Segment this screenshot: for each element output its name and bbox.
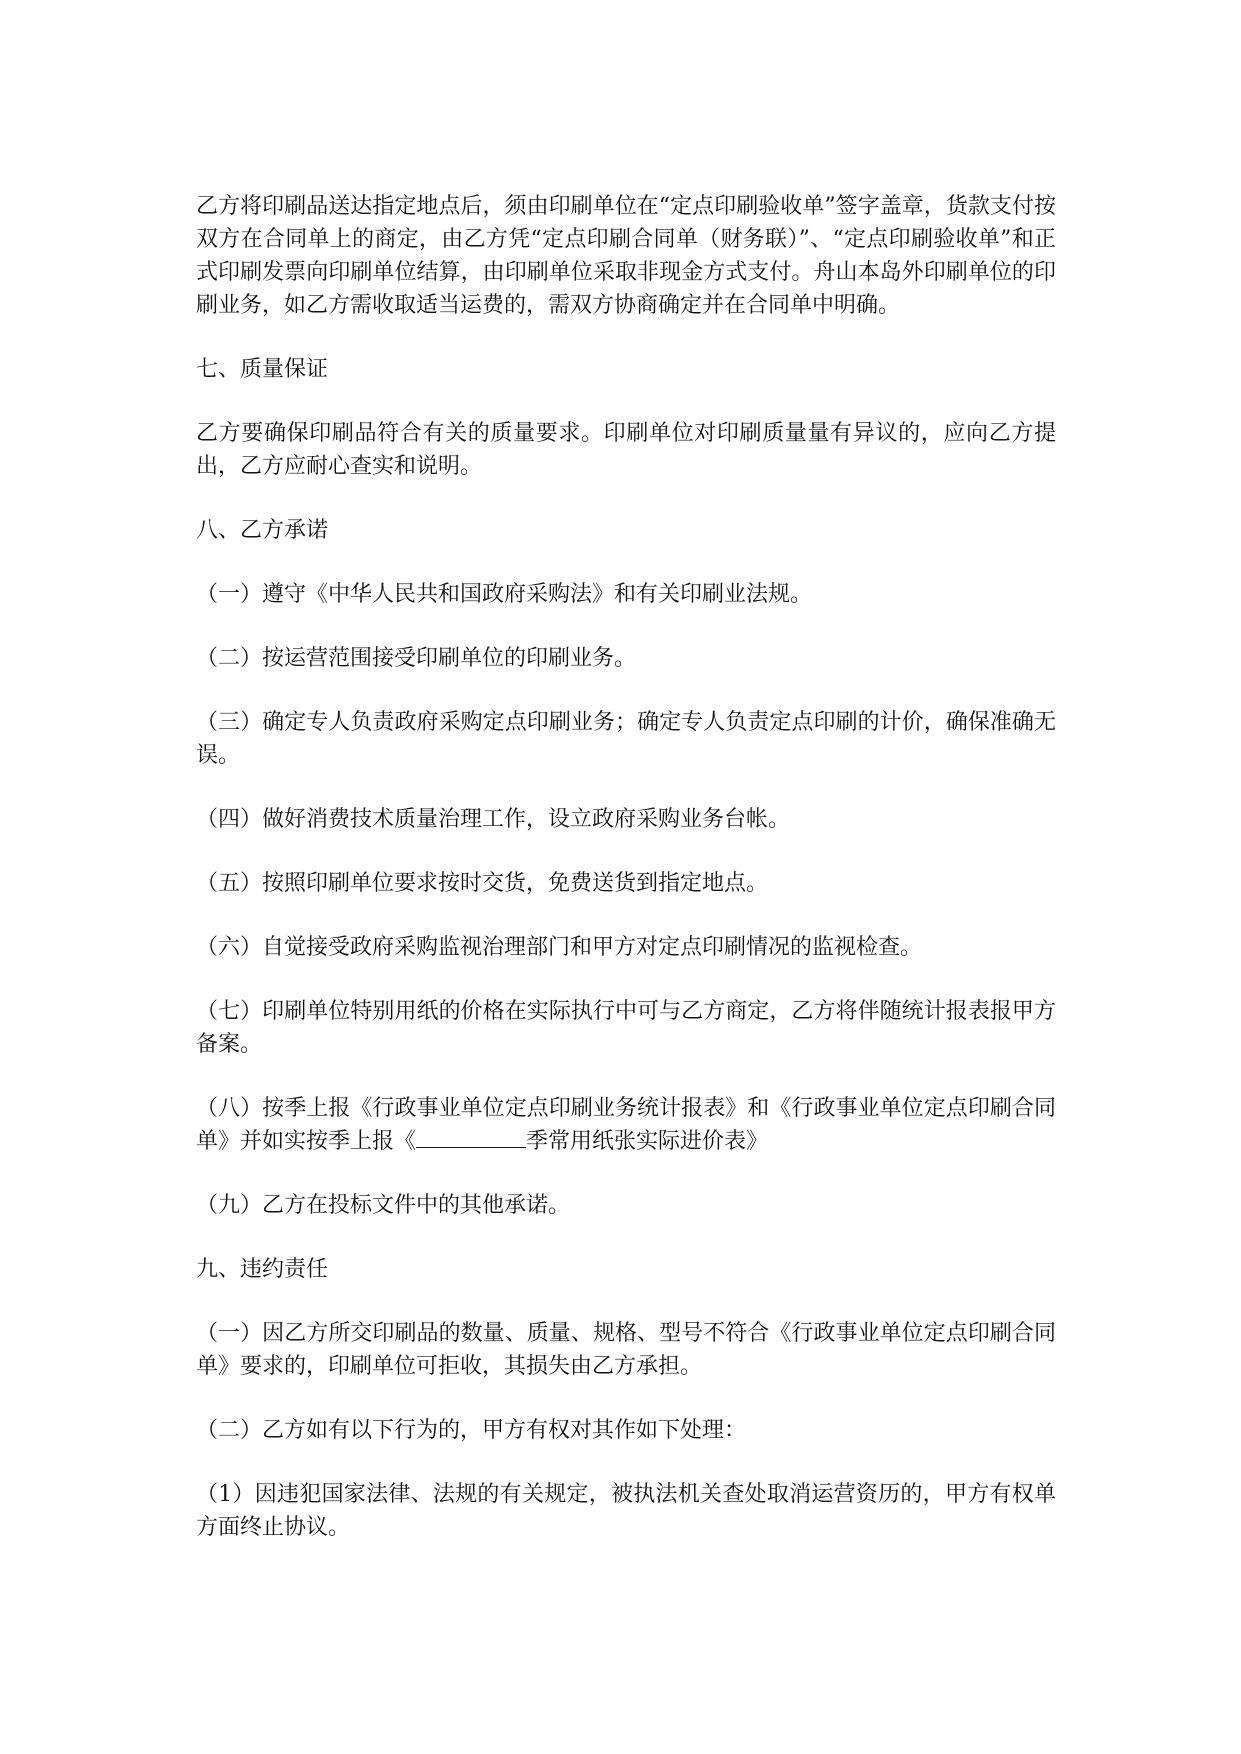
- promise-item-8-text-before: （八）按季上报《行政事业单位定点印刷业务统计报表》和《行政事业单位定点印刷合同单》并如实按季上报《: [196, 1096, 1056, 1154]
- section-heading-quality: 七、质量保证: [196, 357, 329, 382]
- promise-item-3: （三）确定专人负责政府采购定点印刷业务；确定专人负责定点印刷的计价，确保准确无误。: [196, 710, 1056, 768]
- promise-item-9: （九）乙方在投标文件中的其他承诺。: [196, 1193, 571, 1218]
- quality-paragraph: 乙方要确保印刷品符合有关的质量要求。印刷单位对印刷质量量有异议的，应向乙方提出，乙方应耐心查实和说明。: [196, 421, 1056, 479]
- promise-item-4: （四）做好消费技术质量治理工作，设立政府采购业务台帐。: [196, 807, 791, 832]
- promise-item-7: （七）印刷单位特别用纸的价格在实际执行中可与乙方商定，乙方将伴随统计报表报甲方备案。: [196, 999, 1056, 1057]
- liability-item-2: （二）乙方如有以下行为的，甲方有权对其作如下处理：: [196, 1418, 747, 1443]
- liability-item-1: （一）因乙方所交印刷品的数量、质量、规格、型号不符合《行政事业单位定点印刷合同单》要求的，印刷单位可拒收，其损失由乙方承担。: [196, 1321, 1056, 1379]
- promise-item-8: [196, 1092, 1056, 1158]
- section-heading-liability: 九、违约责任: [196, 1257, 329, 1282]
- liability-subitem-1: （1）因违犯国家法律、法规的有关规定，被执法机关查处取消运营资历的，甲方有权单方面终止协议。: [196, 1482, 1056, 1540]
- promise-item-6: （六）自觉接受政府采购监视治理部门和甲方对定点印刷情况的监视检查。: [196, 935, 923, 960]
- fill-in-blank: [416, 1125, 526, 1148]
- promise-item-8-text-after: 季常用纸张实际进价表》: [526, 1129, 769, 1154]
- document-page: [196, 190, 1056, 1575]
- promise-item-2: （二）按运营范围接受印刷单位的印刷业务。: [196, 646, 637, 671]
- payment-terms-paragraph: 乙方将印刷品送达指定地点后，须由印刷单位在“定点印刷验收单”签字盖章，货款支付按双方在合同单上的商定，由乙方凭“定点印刷合同单（财务联）”、“定点印刷验收单”和正式印刷发票向印刷单位结算，由印刷单位采取非现金方式支付。舟山本岛外印刷单位的印刷业务，如乙方需收取适当运费的，需双方协商确定并在合同单中明确。: [196, 194, 1056, 318]
- section-heading-promises: 八、乙方承诺: [196, 518, 329, 543]
- promise-item-1: （一）遵守《中华人民共和国政府采购法》和有关印刷业法规。: [196, 582, 813, 607]
- promise-item-5: （五）按照印刷单位要求按时交货，免费送货到指定地点。: [196, 871, 769, 896]
